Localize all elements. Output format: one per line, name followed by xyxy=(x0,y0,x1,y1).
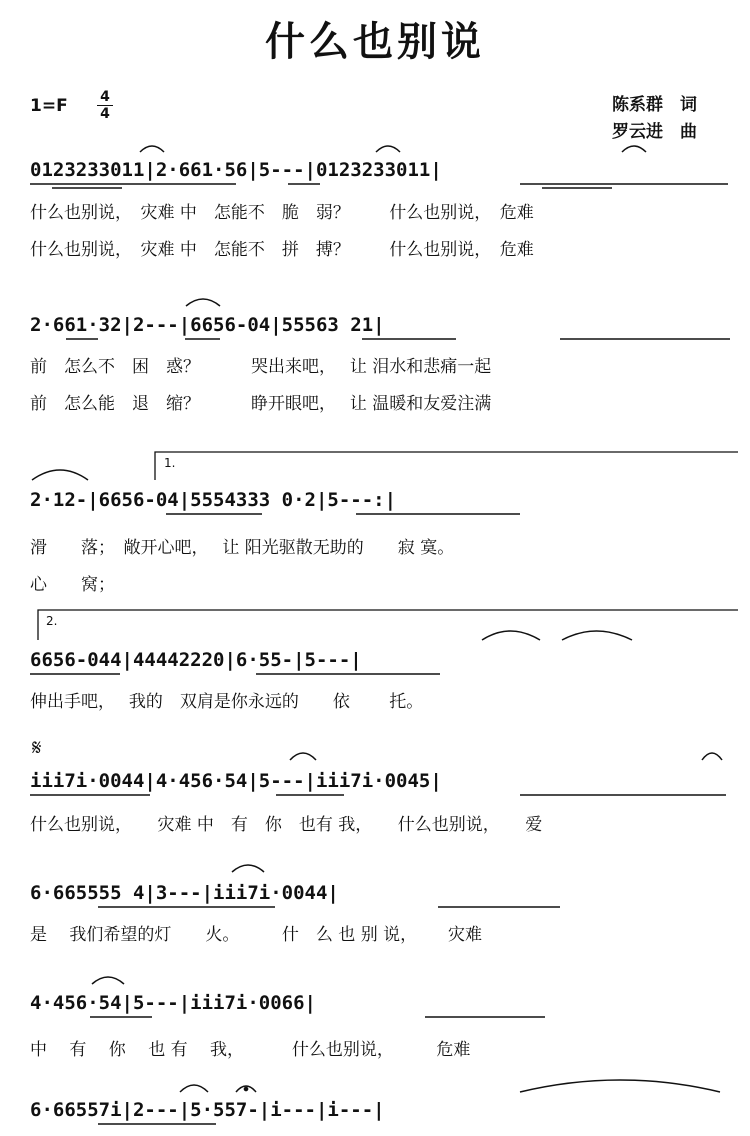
slur-7 xyxy=(562,631,632,640)
slur-12 xyxy=(180,1085,208,1092)
lyric-line-3-verse-2: 心 窝； xyxy=(30,575,115,595)
beam-lines xyxy=(30,184,730,1124)
slur-6 xyxy=(482,631,540,640)
volta-2-label: 2. xyxy=(46,614,58,628)
slur-4 xyxy=(186,299,220,306)
lyric-line-2-verse-1: 前 怎么不 困 惑？ 哭出来吧， 让 泪水和悲痛一起 xyxy=(30,357,492,377)
volta-1-bracket xyxy=(155,452,738,480)
volta-1-label: 1. xyxy=(164,456,176,470)
slur-5 xyxy=(32,470,88,480)
notation-line-8: 6·66557i|2---|5·557-|i---|i---| xyxy=(30,1099,385,1121)
slur-2 xyxy=(376,146,400,152)
notation-line-2: 2·661·32|2---|6656-04|55563 21| xyxy=(30,314,385,336)
notation-line-3: 2·12-|6656-04|5554333 0·2|5---:| xyxy=(30,489,397,511)
lyric-line-7: 中 有 你 也 有 我， 什么也别说， 危难 xyxy=(30,1040,471,1060)
slur-10 xyxy=(232,865,264,872)
lyricist-credit: 陈系群 词 xyxy=(612,95,697,115)
song-title: 什么也别说 xyxy=(265,19,485,65)
slur-13 xyxy=(520,1080,720,1092)
segno-icon: 𝄋 xyxy=(32,736,42,761)
notation-line-6: 6·665555 4|3---|iii7i·0044| xyxy=(30,882,339,904)
slur-1 xyxy=(140,146,164,152)
slur-9 xyxy=(702,753,722,760)
slur-8 xyxy=(290,753,316,760)
time-signature-top: 4 xyxy=(100,89,110,105)
lyric-line-1-verse-1: 什么也别说， 灾难 中 怎能不 脆 弱？ 什么也别说， 危难 xyxy=(30,203,534,223)
fermata-icon xyxy=(236,1086,256,1092)
lyric-line-2-verse-2: 前 怎么能 退 缩？ 睁开眼吧， 让 温暖和友爱注满 xyxy=(30,394,492,414)
lyric-line-3-verse-1: 滑 落； 敞开心吧， 让 阳光驱散无助的 寂 寞。 xyxy=(30,538,455,558)
volta-2-bracket xyxy=(38,610,738,640)
lyric-line-4: 伸出手吧， 我的 双肩是你永远的 依 托。 xyxy=(30,692,424,712)
key-signature: 1=F xyxy=(30,96,68,116)
notation-line-7: 4·456·54|5---|iii7i·0066| xyxy=(30,992,316,1014)
lyric-line-5: 什么也别说， 灾难 中 有 你 也有 我， 什么也别说， 爱 xyxy=(30,815,543,835)
slur-3 xyxy=(622,146,646,152)
time-signature-bottom: 4 xyxy=(100,106,110,122)
notation-line-5: iii7i·0044|4·456·54|5---|iii7i·0045| xyxy=(30,770,442,792)
notation-line-1: 0123233011|2·661·56|5---|0123233011| xyxy=(30,159,442,181)
composer-credit: 罗云进 曲 xyxy=(612,122,697,142)
notation-line-4: 6656-044|44442220|6·55-|5---| xyxy=(30,649,362,671)
slur-11 xyxy=(92,977,124,984)
lyric-line-6: 是 我们希望的灯 火。 什 么 也 别 说， 灾难 xyxy=(30,925,483,945)
lyric-line-1-verse-2: 什么也别说， 灾难 中 怎能不 拼 搏？ 什么也别说， 危难 xyxy=(30,240,534,260)
